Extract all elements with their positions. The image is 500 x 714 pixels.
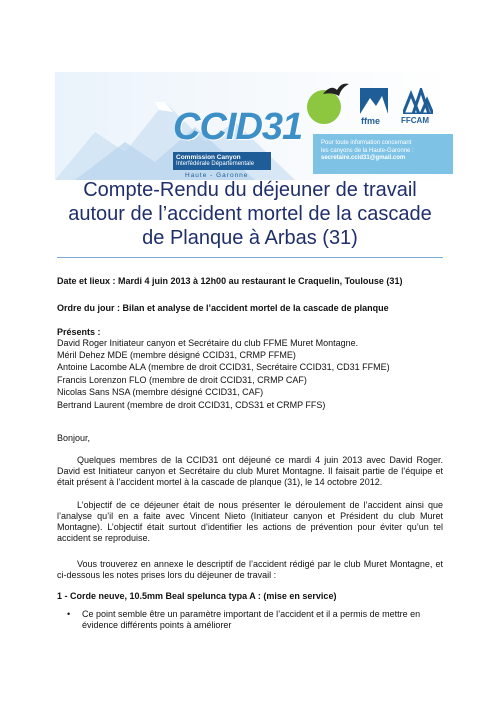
- agenda-line: Ordre du jour : Bilan et analyse de l’accident mortel de la cascade de planque: [57, 303, 389, 313]
- title-divider: [57, 257, 443, 258]
- present-item: David Roger Initiateur canyon et Secrétaire du club FFME Muret Montagne.: [57, 338, 359, 348]
- bullet-icon: •: [67, 609, 71, 619]
- present-item: Bertrand Laurent (membre de droit CCID31, CDS31 et CRMP FFS): [57, 400, 326, 410]
- logo-box-line2: Interfédérale Départementale: [176, 161, 255, 167]
- paragraph-2: L’objectif de ce déjeuner était de nous présenter le déroulement de l’accident ainsi que l’analyse qu’il en a faite avec Vincent Nieto (Initiateur canyon et Président du club Muret Montagne). L’objectif était surtout d’identifier les actions de prévention pour éviter qu’un tel accident se reproduise.: [57, 500, 443, 543]
- bird-icon: [323, 82, 349, 100]
- ffme-label: ffme: [361, 116, 381, 126]
- title-line: Compte-Rendu du déjeuner de travail: [83, 179, 417, 201]
- ffme-logo-icon: [360, 88, 388, 114]
- date-location-line: Date et lieux : Mardi 4 juin 2013 à 12h00 au restaurant le Craquelin, Toulouse (31): [57, 276, 403, 286]
- ccid31-logo-box: [173, 152, 271, 170]
- greeting: Bonjour,: [57, 433, 91, 443]
- ffcam-logo-icon: [403, 88, 433, 114]
- logo-box-line1: Commission Canyon: [176, 154, 241, 161]
- title-line: de Planque à Arbas (31): [142, 227, 358, 249]
- ffcam-label: FFCAM: [401, 116, 429, 125]
- logo-subtitle: Haute - Garonne: [185, 172, 249, 179]
- paragraph-1: Quelques membres de la CCID31 ont déjeuné ce mardi 4 juin 2013 avec David Roger. David est Initiateur canyon et Secrétaire du club Muret Montagne. Il faisait partie de l’équipe et était présent à l’accident mortel à la cascade de planque (31), le 14 octobre 2012.: [57, 455, 443, 487]
- present-item: Antoine Lacombe ALA (membre de droit CCID31, Secrétaire CCID31, CD31 FFME): [57, 362, 390, 372]
- paragraph-3: Vous trouverez en annexe le descriptif de l’accident rédigé par le club Muret Montagne, et ci-dessous les notes prises lors du déjeuner de travail :: [57, 559, 443, 580]
- info-email[interactable]: secretaire.ccid31@gmail.com: [321, 155, 406, 161]
- present-item: Méril Dehez MDE (membre désigné CCID31, CRMP FFME): [57, 350, 296, 360]
- title-line: autour de l’accident mortel de la cascade: [68, 203, 432, 225]
- header-banner: [55, 72, 455, 180]
- info-line-1: Pour toute information concernant: [321, 140, 412, 146]
- section-heading-1: 1 - Corde neuve, 10.5mm Beal spelunca typa A : (mise en service): [57, 591, 337, 601]
- present-heading: Présents :: [57, 327, 101, 337]
- ccid31-logo: CCID31: [173, 106, 303, 148]
- contact-info-box: [313, 134, 453, 174]
- info-line-2: les canyons de la Haute-Garonne :: [321, 147, 414, 154]
- document-title: [50, 178, 450, 250]
- bullet-item: Ce point semble être un paramètre important de l’accident et il a permis de mettre en évidence différents points à améliorer: [82, 609, 421, 630]
- present-item: Nicolas Sans NSA (membre désigné CCID31, CAF): [57, 387, 264, 397]
- present-item: Francis Lorenzon FLO (membre de droit CCID31, CRMP CAF): [57, 375, 307, 385]
